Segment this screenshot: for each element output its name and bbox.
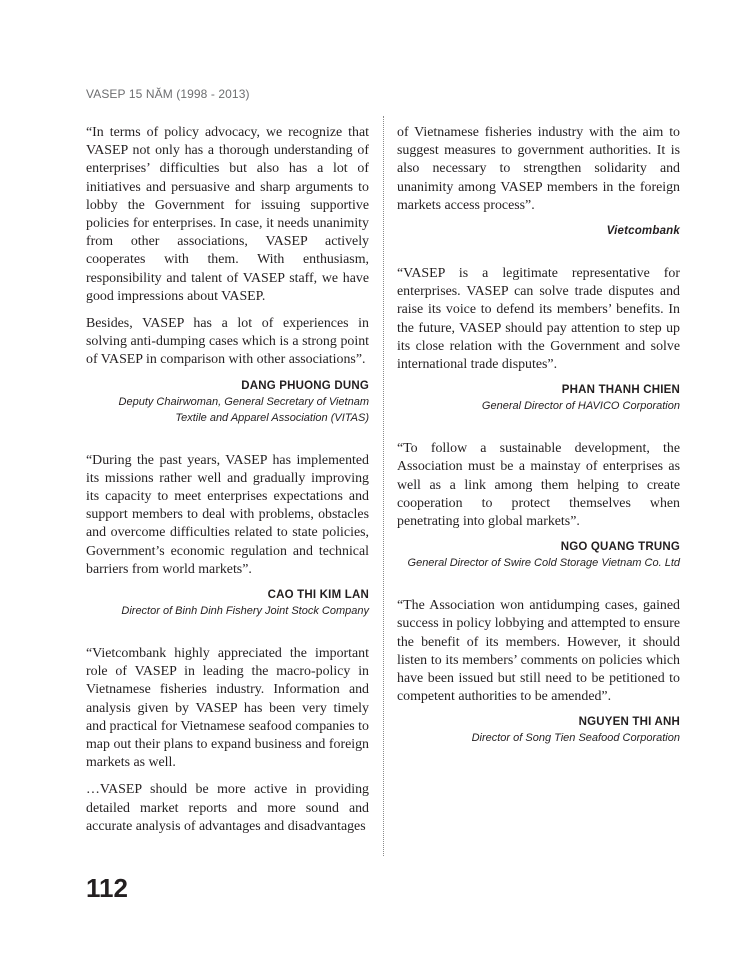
quote-author-role: Director of Song Tien Seafood Corporation	[471, 732, 680, 745]
quote-paragraph: “To follow a sustainable development, the Association must be a mainstay of enterprises as well as a link among them helping to create cooperation to protect themselves when penetrating into global markets”.	[397, 441, 680, 530]
right-column	[397, 124, 680, 746]
quote-author-name: DANG PHUONG DUNG	[241, 379, 369, 392]
quote-paragraph: Besides, VASEP has a lot of experiences in solving anti-dumping cases which is a strong point of VASEP in comparison with other associations”.	[86, 316, 369, 368]
quote-paragraph: …VASEP should be more active in providing detailed market reports and more sound and accurate analysis of advantages and disadvantages	[86, 782, 369, 834]
column-divider	[383, 116, 384, 856]
page-number: 112	[86, 873, 128, 903]
quote-paragraph: “In terms of policy advocacy, we recognize that VASEP not only has a thorough understanding of enterprises’ difficulties but also has a lot of initiatives and persuasive and sharp arguments to lobby the Government for issuing supportive policies for enterprises. In case, it needs unanimity from other associations, VASEP actively cooperates with them. With enthusiasm, responsibility and talent of VASEP staff, we have good impressions about VASEP.	[86, 125, 369, 304]
quote-paragraph: “Vietcombank highly appreciated the important role of VASEP in leading the macro-policy in Vietnamese fisheries industry. Information and analysis given by VASEP has been very timely and practical for Vietnamese seafood companies to map out their plans to expand business and foreign markets as well.	[86, 646, 369, 771]
quote-author-name: NGO QUANG TRUNG	[560, 541, 680, 554]
quote-paragraph: “VASEP is a legitimate representative for enterprises. VASEP can solve trade disputes and raise its voice to defend its members’ benefits. In the future, VASEP should pay attention to step up its close relation with the Government and solve international trade disputes”.	[397, 266, 680, 373]
quote-paragraph: “During the past years, VASEP has implemented its missions rather well and gradually improving its capacity to meet enterprises expectations and support members to deal with problems, obstacles and overcome difficulties related to state policies, Government’s economic regulation and technical barriers from world markets”.	[86, 452, 369, 577]
left-column	[86, 124, 369, 845]
quote-author-role: Deputy Chairwoman, General Secretary of Vietnam Textile and Apparel Association (VITAS)	[118, 395, 369, 424]
quote-paragraph: of Vietnamese fisheries industry with the aim to suggest measures to government authorities. It is also necessary to strengthen solidarity and unanimity among VASEP members in the foreign markets access process”.	[397, 125, 680, 213]
quote-author-role: General Director of HAVICO Corporation	[481, 400, 680, 413]
quote-author-role: General Director of Swire Cold Storage Vietnam Co. Ltd	[407, 557, 680, 570]
quote-author-name: CAO THI KIM LAN	[267, 589, 369, 602]
quote-author-role: Director of Binh Dinh Fishery Joint Stock Company	[121, 605, 369, 618]
running-header: VASEP 15 NĂM (1998 - 2013)	[86, 87, 250, 101]
quote-author-name: NGUYEN THI ANH	[578, 716, 680, 729]
quote-source: Vietcombank	[606, 225, 680, 238]
quote-paragraph: “The Association won antidumping cases, gained success in policy lobbying and attempted to ensure the benefit of its members. However, it should listen to its members’ comments on policies which have been issued but still need to be petitioned to competent authorities to be amended”.	[397, 598, 680, 705]
quote-author-name: PHAN THANH CHIEN	[561, 384, 680, 397]
